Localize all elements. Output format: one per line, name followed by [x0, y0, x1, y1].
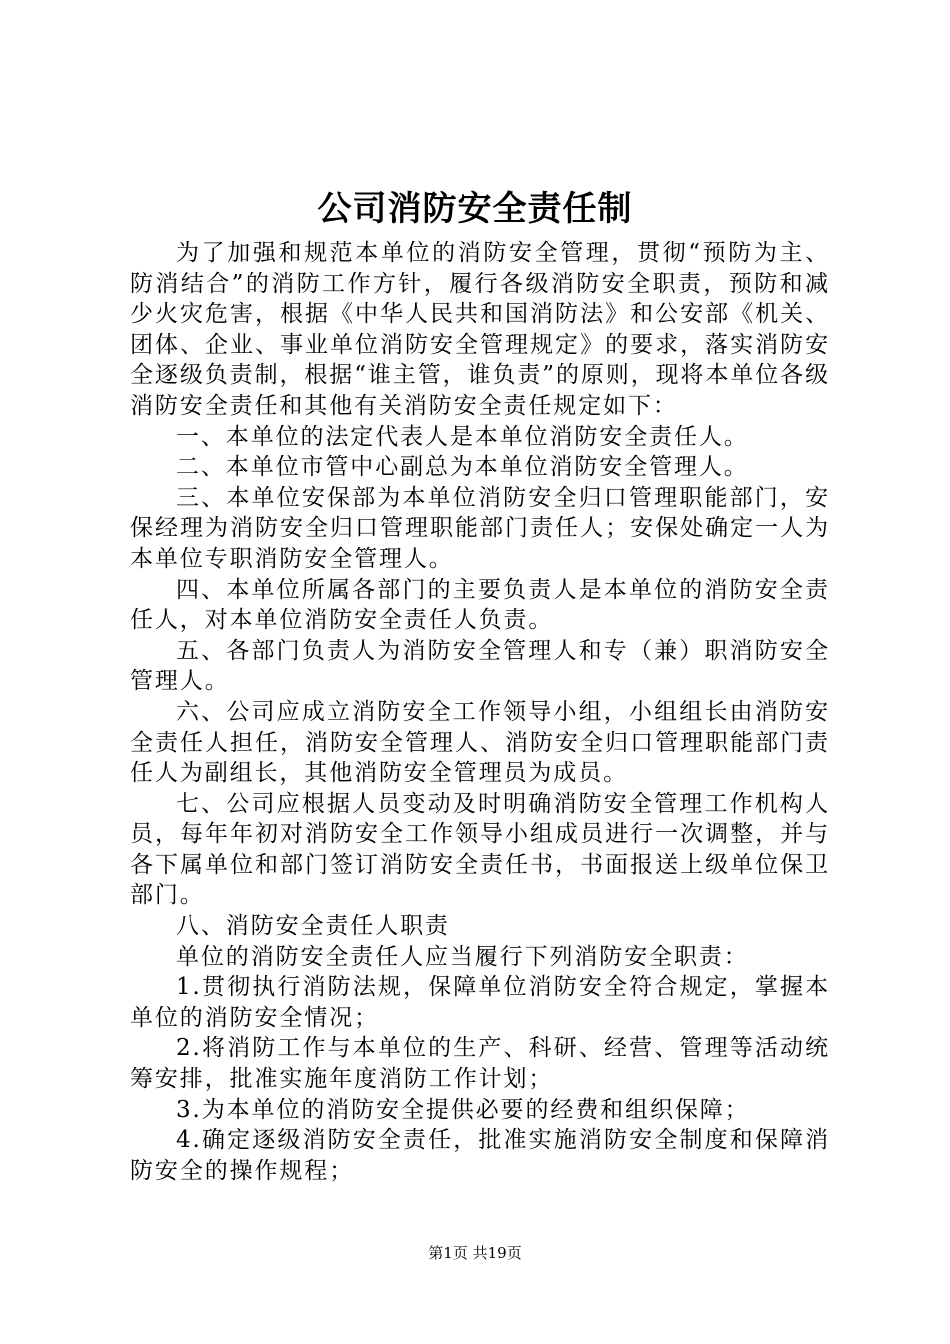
- duty-item-3: 3.为本单位的消防安全提供必要的经费和组织保障；: [176, 1096, 750, 1123]
- duty-item-4: 4.确定逐级消防安全责任，批准实施消防安全制度和保障消防安全的操作规程；: [130, 1127, 830, 1184]
- paragraph-item-6: 六、公司应成立消防安全工作领导小组，小组组长由消防安全责任人担任，消防安全管理人、消防安全归口管理职能部门责任人为副组长，其他消防安全管理员为成员。: [130, 698, 830, 787]
- document-body: [130, 238, 830, 1186]
- document-title: 公司消防安全责任制: [317, 189, 633, 229]
- duty-item-1: 1.贯彻执行消防法规，保障单位消防安全符合规定，掌握本单位的消防安全情况；: [130, 974, 830, 1031]
- paragraph-item-7: 七、公司应根据人员变动及时明确消防安全管理工作机构人员，每年年初对消防安全工作领导小组成员进行一次调整，并与各下属单位和部门签订消防安全责任书，书面报送上级单位保卫部门。: [130, 790, 830, 909]
- paragraph-item-2: 二、本单位市管中心副总为本单位消防安全管理人。: [176, 454, 749, 481]
- paragraph-item-4: 四、本单位所属各部门的主要负责人是本单位的消防安全责任人，对本单位消防安全责任人负责。: [130, 576, 830, 634]
- page-number-footer: 第1页 共19页: [428, 1244, 522, 1262]
- paragraph-duties-intro: 单位的消防安全责任人应当履行下列消防安全职责：: [176, 943, 749, 970]
- duty-item-2: 2.将消防工作与本单位的生产、科研、经营、管理等活动统筹安排，批准实施年度消防工作计划；: [130, 1035, 830, 1093]
- paragraph-item-1: 一、本单位的法定代表人是本单位消防安全责任人。: [176, 423, 749, 450]
- paragraph-item-3: 三、本单位安保部为本单位消防安全归口管理职能部门，安保经理为消防安全归口管理职能部门责任人；安保处确定一人为本单位专职消防安全管理人。: [130, 484, 830, 572]
- section-heading-8: 八、消防安全责任人职责: [176, 913, 450, 940]
- paragraph-item-5: 五、各部门负责人为消防安全管理人和专（兼）职消防安全管理人。: [130, 637, 830, 695]
- paragraph-intro: 为了加强和规范本单位的消防安全管理，贯彻“预防为主、防消结合”的消防工作方针，履行各级消防安全职责，预防和减少火灾危害，根据《中华人民共和国消防法》和公安部《机关、团体、企业、事业单位消防安全管理规定》的要求，落实消防安全逐级负责制，根据“谁主管，谁负责”的原则，现将本单位各级消防安全责任和其他有关消防安全责任规定如下：: [130, 240, 830, 419]
